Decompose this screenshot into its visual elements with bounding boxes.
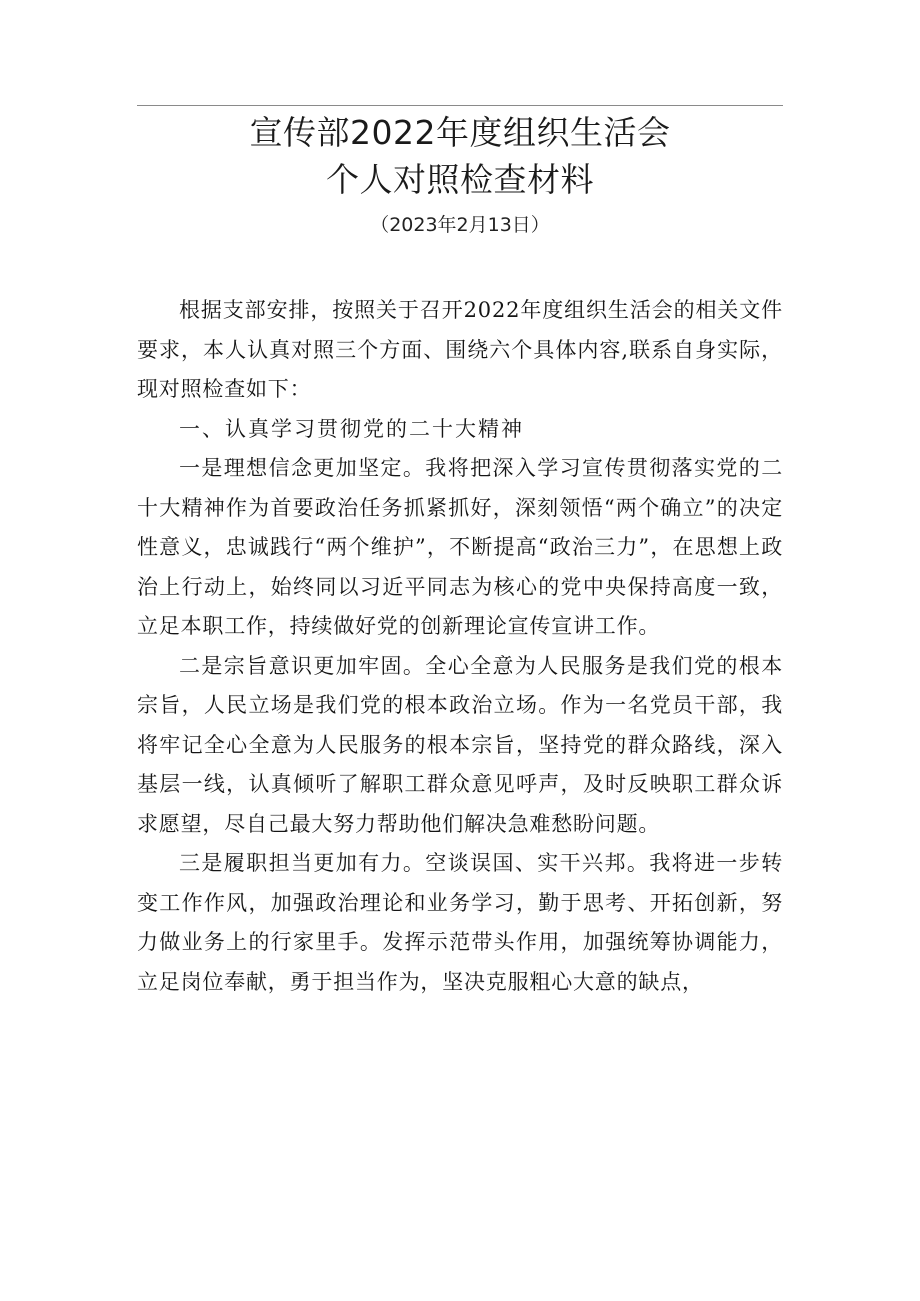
document-title-line-2: 个人对照检查材料 xyxy=(326,160,594,199)
section-heading: 一、认真学习贯彻党的二十大精神 xyxy=(179,416,524,441)
paragraph-ideals: 一是理想信念更加坚定。我将把深入学习宣传贯彻落实党的二十大精神作为首要政治任务抓紧抓好，深刻领悟“两个确立”的决定性意义，忠诚践行“两个维护”，不断提高“政治三力”，在思想上政治上行动上，始终同以习近平同志为核心的党中央保持高度一致，立足本职工作，持续做好党的创新理论宣传宣讲工作。 xyxy=(137,456,783,638)
intro-paragraph: 根据支部安排，按照关于召开2022年度组织生活会的相关文件要求，本人认真对照三个方面、围绕六个具体内容,联系自身实际，现对照检查如下： xyxy=(137,298,783,401)
document-title-line-1: 宣传部2022年度组织生活会 xyxy=(249,113,671,152)
document-body xyxy=(137,291,783,1002)
paragraph-purpose: 二是宗旨意识更加牢固。全心全意为人民服务是我们党的根本宗旨，人民立场是我们党的根本政治立场。作为一名党员干部，我将牢记全心全意为人民服务的根本宗旨，坚持党的群众路线，深入基层一线，认真倾听了解职工群众意见呼声，及时反映职工群众诉求愿望，尽自己最大努力帮助他们解决急难愁盼问题。 xyxy=(137,653,783,836)
paragraph-duty: 三是履职担当更加有力。空谈误国、实干兴邦。我将进一步转变工作作风，加强政治理论和业务学习，勤于思考、开拓创新，努力做业务上的行家里手。发挥示范带头作用，加强统筹协调能力，立足岗位奉献，勇于担当作为，坚决克服粗心大意的缺点， xyxy=(137,851,783,994)
header-rule xyxy=(137,105,783,106)
document-date: （2023年2月13日） xyxy=(370,214,550,236)
